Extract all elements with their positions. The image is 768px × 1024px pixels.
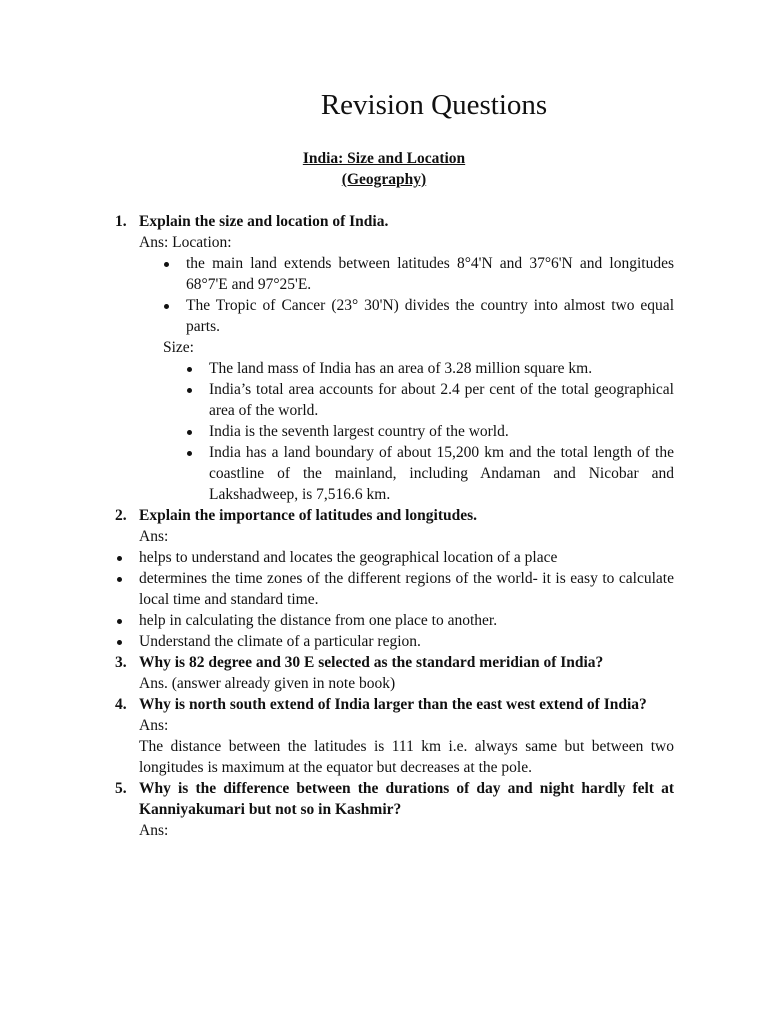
question-text: Explain the importance of latitudes and longitudes. <box>139 507 478 524</box>
list-item-text: determines the time zones of the different regions of the world- it is easy to calculate local time and standard time. <box>139 570 674 608</box>
list-item <box>139 568 674 610</box>
question-text: Explain the size and location of India. <box>139 213 389 230</box>
bullet-icon <box>187 451 192 456</box>
question-text: Why is north south extend of India larger than the east west extend of India? <box>139 696 647 713</box>
answer-paragraph: The distance between the latitudes is 111 km i.e. always same but between two longitudes is maximum at the equator but decreases at the pole. <box>139 738 674 776</box>
answer-label: Ans: <box>139 717 169 734</box>
bullet-icon <box>164 304 169 309</box>
question-number: 5. <box>115 780 127 797</box>
list-item <box>139 631 674 652</box>
list-item-text: the main land extends between latitudes 8°4'N and 37°6'N and longitudes 68°7'E and 97°25'E. <box>186 255 674 293</box>
list-item <box>209 442 674 505</box>
bullet-icon <box>187 388 192 393</box>
subject-subtitle: (Geography) <box>341 171 427 188</box>
question-number: 4. <box>115 696 127 713</box>
list-item-text: Understand the climate of a particular region. <box>139 633 421 650</box>
bullet-icon <box>117 640 122 645</box>
size-bullet-list <box>0 358 768 505</box>
questions-list <box>0 211 768 841</box>
list-item <box>186 295 674 337</box>
list-item <box>186 253 674 295</box>
importance-bullet-list <box>0 547 768 652</box>
list-item <box>139 547 674 568</box>
list-item-text: help in calculating the distance from one place to another. <box>139 612 498 629</box>
bullet-icon <box>117 577 122 582</box>
list-item-text: India’s total area accounts for about 2.4 per cent of the total geographical area of the world. <box>209 381 674 419</box>
bullet-icon <box>187 430 192 435</box>
list-item-text: helps to understand and locates the geographical location of a place <box>139 549 558 566</box>
list-item-text: India is the seventh largest country of the world. <box>209 423 509 440</box>
list-item-text: The Tropic of Cancer (23° 30'N) divides the country into almost two equal parts. <box>186 297 674 335</box>
list-item-text: India has a land boundary of about 15,200 km and the total length of the coastline of the mainland, including Andaman and Nicobar and Lakshadweep, is 7,516.6 km. <box>209 444 674 503</box>
question-5 <box>115 778 674 820</box>
bullet-icon <box>117 556 122 561</box>
question-text: Why is 82 degree and 30 E selected as the standard meridian of India? <box>139 654 604 671</box>
answer-label: Ans. (answer already given in note book) <box>139 675 396 692</box>
question-number: 1. <box>115 213 127 230</box>
bullet-icon <box>187 367 192 372</box>
location-bullet-list <box>0 253 768 337</box>
question-1 <box>115 211 674 232</box>
list-item <box>209 421 674 442</box>
question-4 <box>115 694 674 715</box>
question-number: 3. <box>115 654 127 671</box>
list-item <box>209 379 674 421</box>
list-item <box>209 358 674 379</box>
question-number: 2. <box>115 507 127 524</box>
question-2 <box>115 505 674 526</box>
page-title: Revision Questions <box>320 89 548 121</box>
section-subtitle: India: Size and Location <box>302 150 466 167</box>
answer-location-label: Ans: Location: <box>139 234 232 251</box>
question-text: Why is the difference between the durations of day and night hardly felt at Kanniyakumari but not so in Kashmir? <box>139 780 674 818</box>
list-item <box>139 610 674 631</box>
question-3 <box>115 652 674 673</box>
list-item-text: The land mass of India has an area of 3.28 million square km. <box>209 360 593 377</box>
bullet-icon <box>117 619 122 624</box>
bullet-icon <box>164 262 169 267</box>
answer-size-label: Size: <box>163 339 194 356</box>
answer-label: Ans: <box>139 528 169 545</box>
answer-label: Ans: <box>139 822 169 839</box>
